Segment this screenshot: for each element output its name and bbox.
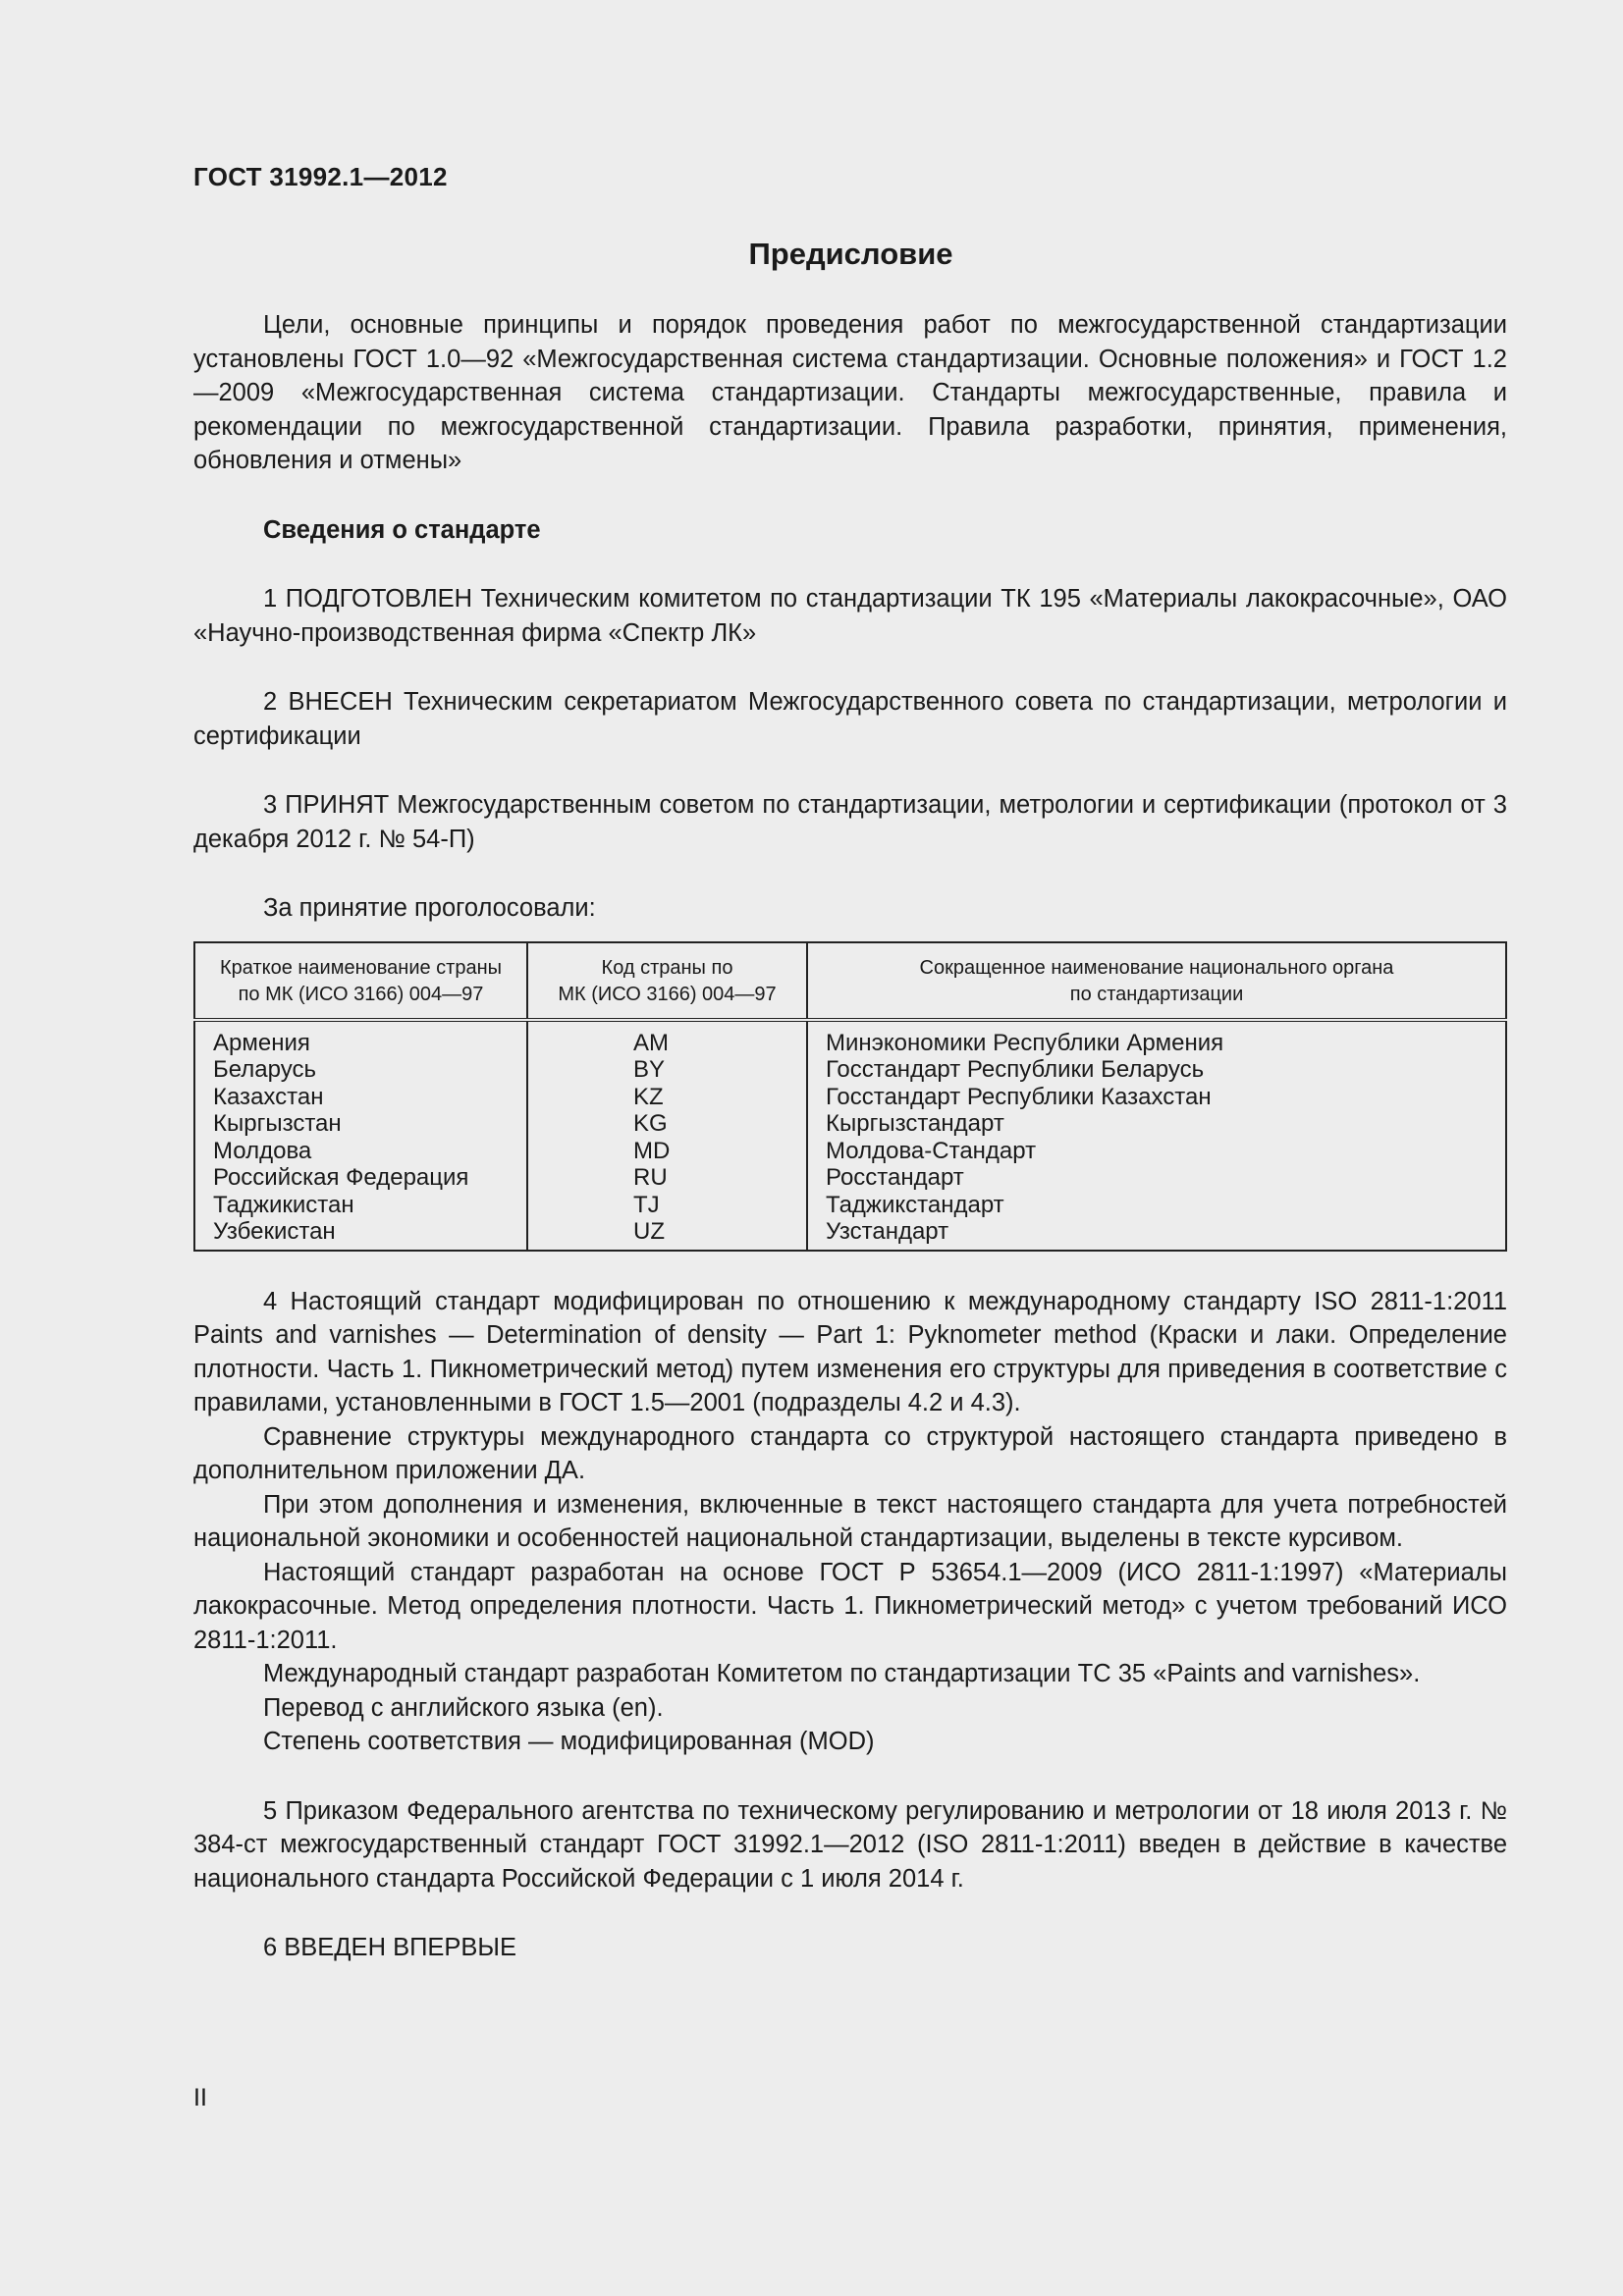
item-4-committee: Международный стандарт разработан Комитетом по стандартизации ТС 35 «Paints and varnishes». — [263, 1660, 1421, 1687]
body-cell: Узстандарт — [807, 1218, 1506, 1251]
code-cell: KG — [527, 1110, 807, 1138]
country-cell: Казахстан — [213, 1083, 324, 1110]
item-1-paragraph: 1 ПОДГОТОВЛЕН Техническим комитетом по стандартизации ТК 195 «Материалы лакокрасочные», ОАО «Научно-производственная фирма «Спектр ЛК» — [193, 585, 1507, 647]
body-cell: Росстандарт — [807, 1164, 1506, 1192]
vote-table — [193, 941, 1507, 1252]
item-4-paragraph: 4 Настоящий стандарт модифицирован по отношению к международному стандарту ISO 2811-1:2011 Paints and varnishes — Determination of density — Part 1: Pyknometer method (Краски и лаки. Определение плотности. Часть 1. Пикнометрический метод) путем изменения его структуры для приведения в соответствие с правилами, установленными в ГОСТ 1.5—2001 (подразделы 4.2 и 4.3). — [193, 1287, 1507, 1416]
column-header-body: Сокращенное наименование национального органа по стандартизации — [807, 942, 1506, 1020]
code-cell: UZ — [527, 1218, 807, 1251]
code-cell: BY — [527, 1056, 807, 1084]
column-header-country: Краткое наименование страны по МК (ИСО 3166) 004—97 — [194, 942, 527, 1020]
table-row — [194, 1138, 1506, 1165]
table-row — [194, 1110, 1506, 1138]
table-row — [194, 1020, 1506, 1057]
item-4-additions: При этом дополнения и изменения, включенные в текст настоящего стандарта для учета потребностей национальной экономики и особенностей национальной стандартизации, выделены в тексте курсивом. — [193, 1490, 1507, 1552]
intro-paragraph: Цели, основные принципы и порядок проведения работ по межгосударственной стандартизации установлены ГОСТ 1.0—92 «Межгосударственная система стандартизации. Основные положения» и ГОСТ 1.2—2009 «Межгосударственная система стандартизации. Стандарты межгосударственные, правила и рекомендации по межгосударственной стандартизации. Правила разработки, принятия, применения, обновления и отмены» — [193, 311, 1507, 474]
code-cell: TJ — [527, 1192, 807, 1219]
country-cell: Беларусь — [213, 1056, 316, 1083]
code-cell: KZ — [527, 1084, 807, 1111]
item-4-basis: Настоящий стандарт разработан на основе ГОСТ Р 53654.1—2009 (ИСО 2811-1:1997) «Материалы лакокрасочные. Метод определения плотности. Часть 1. Пикнометрический метод» с учетом требований ИСО 2811-1:2011. — [193, 1558, 1507, 1654]
table-row — [194, 1218, 1506, 1251]
table-row — [194, 1084, 1506, 1111]
item-6-paragraph: 6 ВВЕДЕН ВПЕРВЫЕ — [263, 1934, 517, 1961]
item-3-paragraph: 3 ПРИНЯТ Межгосударственным советом по стандартизации, метрологии и сертификации (протокол от 3 декабря 2012 г. № 54-П) — [193, 791, 1507, 853]
column-header-code: Код страны по МК (ИСО 3166) 004—97 — [527, 942, 807, 1020]
country-cell: Кыргызстан — [213, 1110, 342, 1137]
body-cell: Кыргызстандарт — [807, 1110, 1506, 1138]
country-cell: Российская Федерация — [213, 1164, 469, 1191]
info-heading: Сведения о стандарте — [263, 515, 541, 544]
code-cell: RU — [527, 1164, 807, 1192]
page-title: Предисловие — [748, 237, 953, 271]
table-row — [194, 1056, 1506, 1084]
country-cell: Армения — [213, 1029, 310, 1056]
body-cell: Молдова-Стандарт — [807, 1138, 1506, 1165]
body-cell: Таджикстандарт — [807, 1192, 1506, 1219]
body-cell: Госстандарт Республики Беларусь — [807, 1056, 1506, 1084]
table-row — [194, 1164, 1506, 1192]
country-cell: Узбекистан — [213, 1218, 336, 1245]
item-4-comparison: Сравнение структуры международного стандарта со структурой настоящего стандарта приведено в дополнительном приложении ДА. — [193, 1422, 1507, 1484]
vote-intro: За принятие проголосовали: — [263, 894, 596, 922]
body-cell: Госстандарт Республики Казахстан — [807, 1084, 1506, 1111]
country-cell: Таджикистан — [213, 1191, 354, 1218]
document-body — [193, 308, 1507, 1965]
item-5-paragraph: 5 Приказом Федерального агентства по техническому регулированию и метрологии от 18 июля 2013 г. № 384-ст межгосударственный стандарт ГОСТ 31992.1—2012 (ISO 2811-1:2011) введен в действие в качестве национального стандарта Российской Федерации с 1 июля 2014 г. — [193, 1796, 1507, 1893]
vote-table-header-row — [194, 942, 1506, 1020]
document-code-header: ГОСТ 31992.1—2012 — [193, 162, 448, 191]
item-4-translation: Перевод с английского языка (en). — [263, 1693, 664, 1722]
item-4-conformity: Степень соответствия — модифицированная (MOD) — [263, 1728, 875, 1755]
item-2-paragraph: 2 ВНЕСЕН Техническим секретариатом Межгосударственного совета по стандартизации, метрологии и сертификации — [193, 688, 1507, 750]
table-row — [194, 1192, 1506, 1219]
code-cell: MD — [527, 1138, 807, 1165]
code-cell: AM — [527, 1020, 807, 1057]
country-cell: Молдова — [213, 1137, 312, 1164]
body-cell: Минэкономики Республики Армения — [807, 1020, 1506, 1057]
page-number: II — [193, 2084, 207, 2111]
